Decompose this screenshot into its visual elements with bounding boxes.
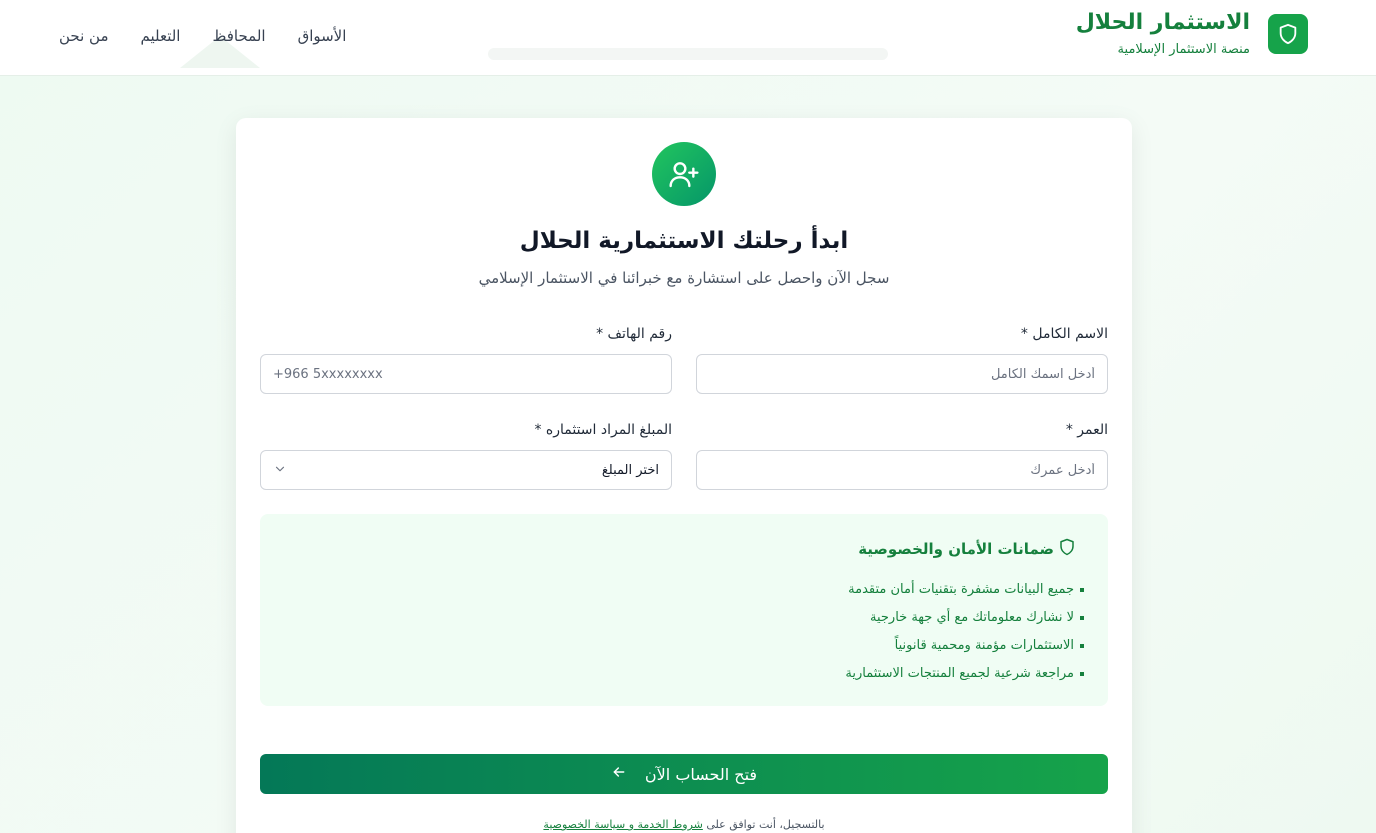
- bullet-icon: [1080, 616, 1084, 620]
- terms-notice: [236, 818, 1132, 831]
- background-decoration: [488, 48, 888, 60]
- list-item: [845, 660, 1084, 688]
- shield-icon: [1058, 538, 1076, 560]
- open-account-button[interactable]: [260, 754, 1108, 794]
- amount-label: المبلغ المراد استثماره *: [534, 422, 672, 438]
- security-list: [845, 576, 1084, 688]
- form-title: ابدأ رحلتك الاستثمارية الحلال: [519, 228, 849, 254]
- terms-link[interactable]: شروط الخدمة و سياسة الخصوصية: [543, 818, 703, 831]
- nav-portfolios[interactable]: المحافظ: [212, 27, 266, 45]
- amount-select[interactable]: [260, 450, 672, 490]
- security-title-text: ضمانات الأمان والخصوصية: [858, 540, 1054, 558]
- amount-select-value: اختر المبلغ: [601, 462, 659, 478]
- bullet-icon: [1080, 644, 1084, 648]
- shield-logo-icon[interactable]: [1268, 14, 1308, 54]
- list-item-text: جميع البيانات مشفرة بتقنيات أمان متقدمة: [848, 582, 1074, 597]
- security-guarantees-box: [260, 514, 1108, 706]
- form-subtitle: سجل الآن واحصل على استشارة مع خبرائنا في الاستثمار الإسلامي: [478, 269, 890, 287]
- nav-education[interactable]: التعليم: [140, 27, 181, 45]
- chevron-down-icon: [273, 461, 287, 480]
- brand-tagline: منصة الاستثمار الإسلامية: [1117, 42, 1250, 57]
- list-item-text: مراجعة شرعية لجميع المنتجات الاستثمارية: [845, 666, 1074, 681]
- age-input[interactable]: [696, 450, 1108, 490]
- brand-name[interactable]: الاستثمار الحلال: [1075, 10, 1250, 35]
- phone-input[interactable]: [260, 354, 672, 394]
- phone-label: رقم الهاتف *: [596, 326, 672, 342]
- arrow-left-icon: [611, 764, 627, 784]
- list-item: [845, 576, 1084, 604]
- open-account-label: فتح الحساب الآن: [644, 764, 758, 784]
- bullet-icon: [1080, 588, 1084, 592]
- list-item: [845, 632, 1084, 660]
- terms-prefix: بالتسجيل، أنت توافق على: [706, 818, 825, 831]
- full-name-input[interactable]: [696, 354, 1108, 394]
- list-item-text: الاستثمارات مؤمنة ومحمية قانونياً: [894, 638, 1074, 653]
- main-nav: [59, 24, 346, 48]
- full-name-label: الاسم الكامل *: [1020, 326, 1108, 342]
- nav-markets[interactable]: الأسواق: [297, 27, 347, 45]
- registration-card: [236, 118, 1132, 833]
- user-plus-icon: [652, 142, 716, 206]
- age-label: العمر *: [1065, 422, 1108, 438]
- security-title: [858, 538, 1076, 560]
- nav-about[interactable]: من نحن: [59, 27, 109, 45]
- list-item: [845, 604, 1084, 632]
- bullet-icon: [1080, 672, 1084, 676]
- top-header: [0, 0, 1376, 76]
- list-item-text: لا نشارك معلوماتك مع أي جهة خارجية: [869, 610, 1074, 625]
